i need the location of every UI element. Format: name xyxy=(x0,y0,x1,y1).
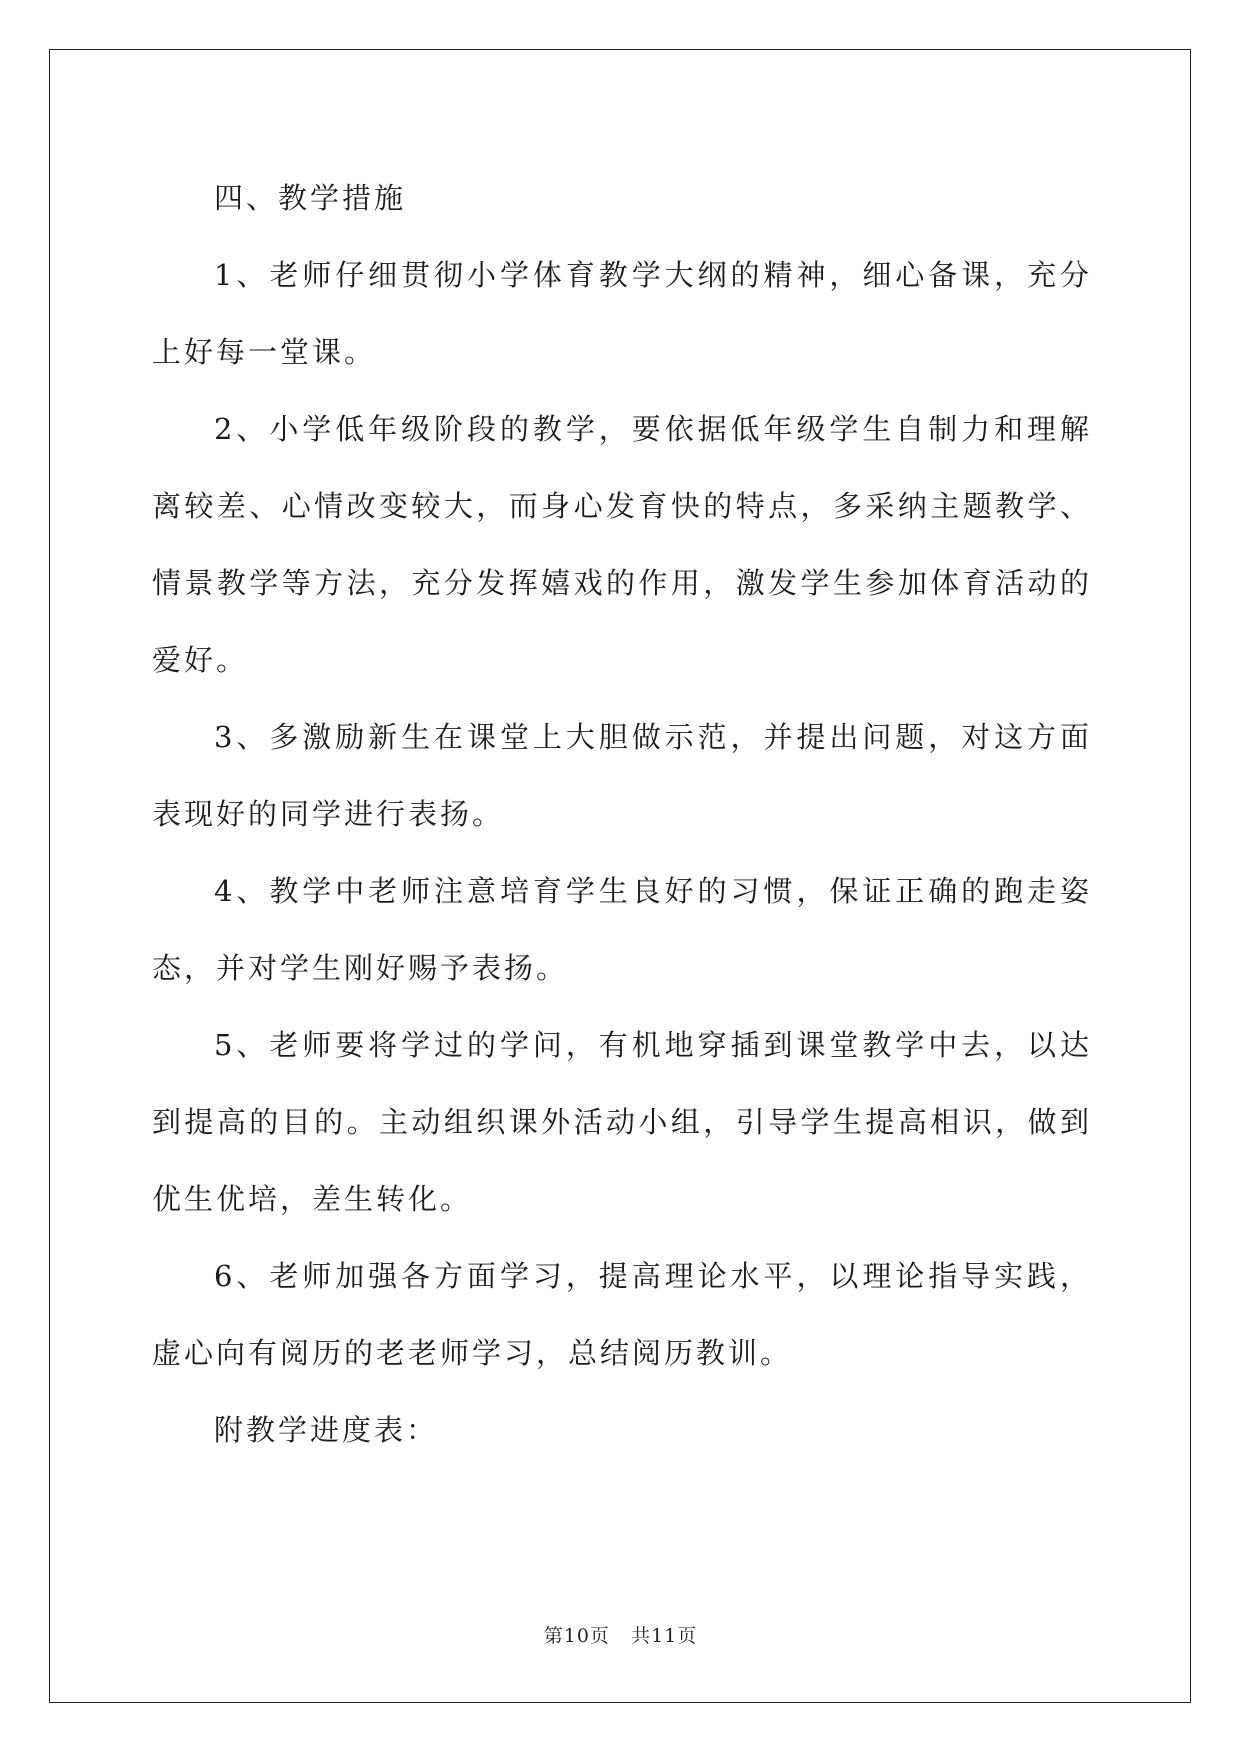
paragraph-4: 4、教学中老师注意培育学生良好的习惯，保证正确的跑走姿态，并对学生刚好赐予表扬。 xyxy=(152,874,1092,985)
paragraph-2: 2、小学低年级阶段的教学，要依据低年级学生自制力和理解离较差、心情改变较大，而身心发育快的特点，多采纳主题教学、情景教学等方法，充分发挥嬉戏的作用，激发学生参加体育活动的爱好。 xyxy=(152,412,1092,677)
page-footer xyxy=(0,1621,1241,1648)
page-number: 第10页 xyxy=(543,1625,610,1647)
paragraph-6: 6、老师加强各方面学习，提高理论水平，以理论指导实践，虚心向有阅历的老老师学习，总结阅历教训。 xyxy=(152,1259,1092,1370)
document-body xyxy=(152,160,1092,1469)
section-heading: 四、教学措施 xyxy=(214,181,407,215)
paragraph-3: 3、多激励新生在课堂上大胆做示范，并提出问题，对这方面表现好的同学进行表扬。 xyxy=(152,720,1092,831)
closing-line: 附教学进度表： xyxy=(214,1413,439,1447)
paragraph-5: 5、老师要将学过的学问，有机地穿插到课堂教学中去，以达到提高的目的。主动组织课外活动小组，引导学生提高相识，做到优生优培，差生转化。 xyxy=(152,1028,1092,1216)
page-total: 共11页 xyxy=(631,1625,698,1647)
paragraph-1: 1、老师仔细贯彻小学体育教学大纲的精神，细心备课，充分上好每一堂课。 xyxy=(152,258,1092,369)
